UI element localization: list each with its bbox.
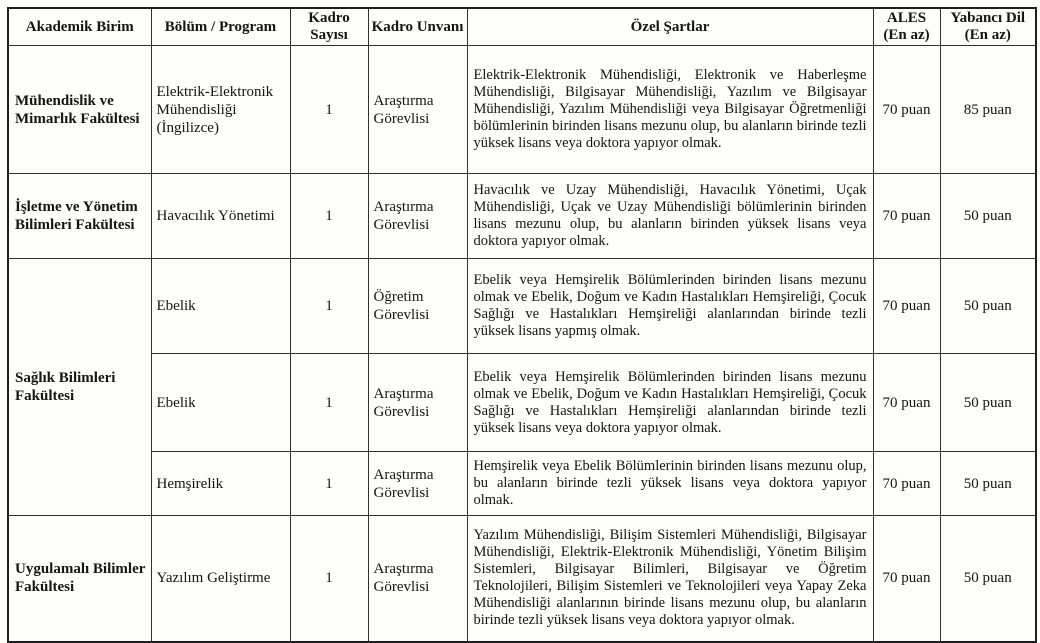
cell-akademik-birim: Sağlık Bilimleri Fakültesi [8,259,151,516]
cell-ozel-sartlar: Elektrik-Elektronik Mühendisliği, Elektronik ve Haberleşme Mühendisliği, Bilgisayar Mühendisliği, Yazılım ve Bilgisayar Mühendisliği, Yazılım Mühendisliği veya Bilgisayar Öğretmenliği bölümlerinin birinden lisans mezunu olup, bu alanların birinde tezli yüksek lisans veya doktora yapıyor olmak. [467,46,873,174]
cell-ozel-sartlar: Havacılık ve Uzay Mühendisliği, Havacılık Yönetimi, Uçak Mühendisliği, Uçak ve Uzay Mühendisliği bölümlerinin birinden lisans mezunu olup, bu alanların birinden yüksek lisans veya doktora yapıyor olmak. [467,174,873,259]
cell-ozel-sartlar: Yazılım Mühendisliği, Bilişim Sistemleri Mühendisliği, Bilgisayar Mühendisliği, Elektrik-Elektronik Mühendisliği, Yönetim Bilişim Sistemleri, Bilgisayar Bilimleri, Bilgisayar ve Öğretim Teknolojileri, Bilişim Sistemleri ve Teknolojileri veya Yapay Zeka Mühendisliği alanlarının birinde lisans mezunu olup, bu alanların birinde tezli yüksek lisans veya doktora yapıyor olmak. [467,516,873,642]
cell-kadro-unvani: Araştırma Görevlisi [368,174,467,259]
header-akademik-birim: Akademik Birim [8,8,151,46]
cell-yabanci-dil: 50 puan [940,354,1036,452]
cell-kadro-sayisi: 1 [290,46,368,174]
cell-ales: 70 puan [873,452,940,516]
cell-yabanci-dil: 50 puan [940,452,1036,516]
cell-bolum-program: Elektrik-Elektronik Mühendisliği (İngilizce) [151,46,290,174]
cell-kadro-sayisi: 1 [290,259,368,354]
header-row [8,8,1036,46]
cell-yabanci-dil: 50 puan [940,174,1036,259]
cell-yabanci-dil: 85 puan [940,46,1036,174]
header-ales: ALES (En az) [873,8,940,46]
cell-ales: 70 puan [873,259,940,354]
cell-bolum-program: Ebelik [151,354,290,452]
cell-ales: 70 puan [873,174,940,259]
cell-yabanci-dil: 50 puan [940,259,1036,354]
cell-ales: 70 puan [873,516,940,642]
cell-kadro-sayisi: 1 [290,516,368,642]
cell-bolum-program: Yazılım Geliştirme [151,516,290,642]
table-row [8,452,1036,516]
cell-kadro-sayisi: 1 [290,452,368,516]
cell-ozel-sartlar: Hemşirelik veya Ebelik Bölümlerinin birinden lisans mezunu olup, bu alanların birinde tezli yüksek lisans veya doktora yapıyor olmak. [467,452,873,516]
cell-kadro-unvani: Araştırma Görevlisi [368,452,467,516]
cell-ales: 70 puan [873,46,940,174]
cell-kadro-sayisi: 1 [290,354,368,452]
table-row [8,259,1036,354]
header-kadro-unvani: Kadro Unvanı [368,8,467,46]
cell-akademik-birim: Mühendislik ve Mimarlık Fakültesi [8,46,151,174]
header-kadro-sayisi: Kadro Sayısı [290,8,368,46]
cell-bolum-program: Ebelik [151,259,290,354]
table-row [8,46,1036,174]
cell-kadro-unvani: Öğretim Görevlisi [368,259,467,354]
table-row [8,354,1036,452]
cell-ales: 70 puan [873,354,940,452]
header-ozel-sartlar: Özel Şartlar [467,8,873,46]
recruitment-table [7,7,1037,643]
cell-ozel-sartlar: Ebelik veya Hemşirelik Bölümlerinden birinden lisans mezunu olmak ve Ebelik, Doğum ve Kadın Hastalıkları Hemşireliği, Çocuk Sağlığı ve Hastalıkları Hemşireliği alanlarından birinde tezli yüksek lisans veya doktora yapıyor olmak. [467,354,873,452]
header-yabanci-dil: Yabancı Dil (En az) [940,8,1036,46]
cell-bolum-program: Havacılık Yönetimi [151,174,290,259]
cell-akademik-birim: İşletme ve Yönetim Bilimleri Fakültesi [8,174,151,259]
cell-kadro-unvani: Araştırma Görevlisi [368,354,467,452]
cell-yabanci-dil: 50 puan [940,516,1036,642]
cell-kadro-unvani: Araştırma Görevlisi [368,46,467,174]
table-row [8,174,1036,259]
table-row [8,516,1036,642]
cell-kadro-unvani: Araştırma Görevlisi [368,516,467,642]
header-bolum-program: Bölüm / Program [151,8,290,46]
cell-kadro-sayisi: 1 [290,174,368,259]
cell-akademik-birim: Uygulamalı Bilimler Fakültesi [8,516,151,642]
cell-ozel-sartlar: Ebelik veya Hemşirelik Bölümlerinden birinden lisans mezunu olmak ve Ebelik, Doğum ve Kadın Hastalıkları Hemşireliği, Çocuk Sağlığı ve Hastalıkları Hemşireliği alanlarından birinde tezli yüksek lisans yapmış olmak. [467,259,873,354]
cell-bolum-program: Hemşirelik [151,452,290,516]
